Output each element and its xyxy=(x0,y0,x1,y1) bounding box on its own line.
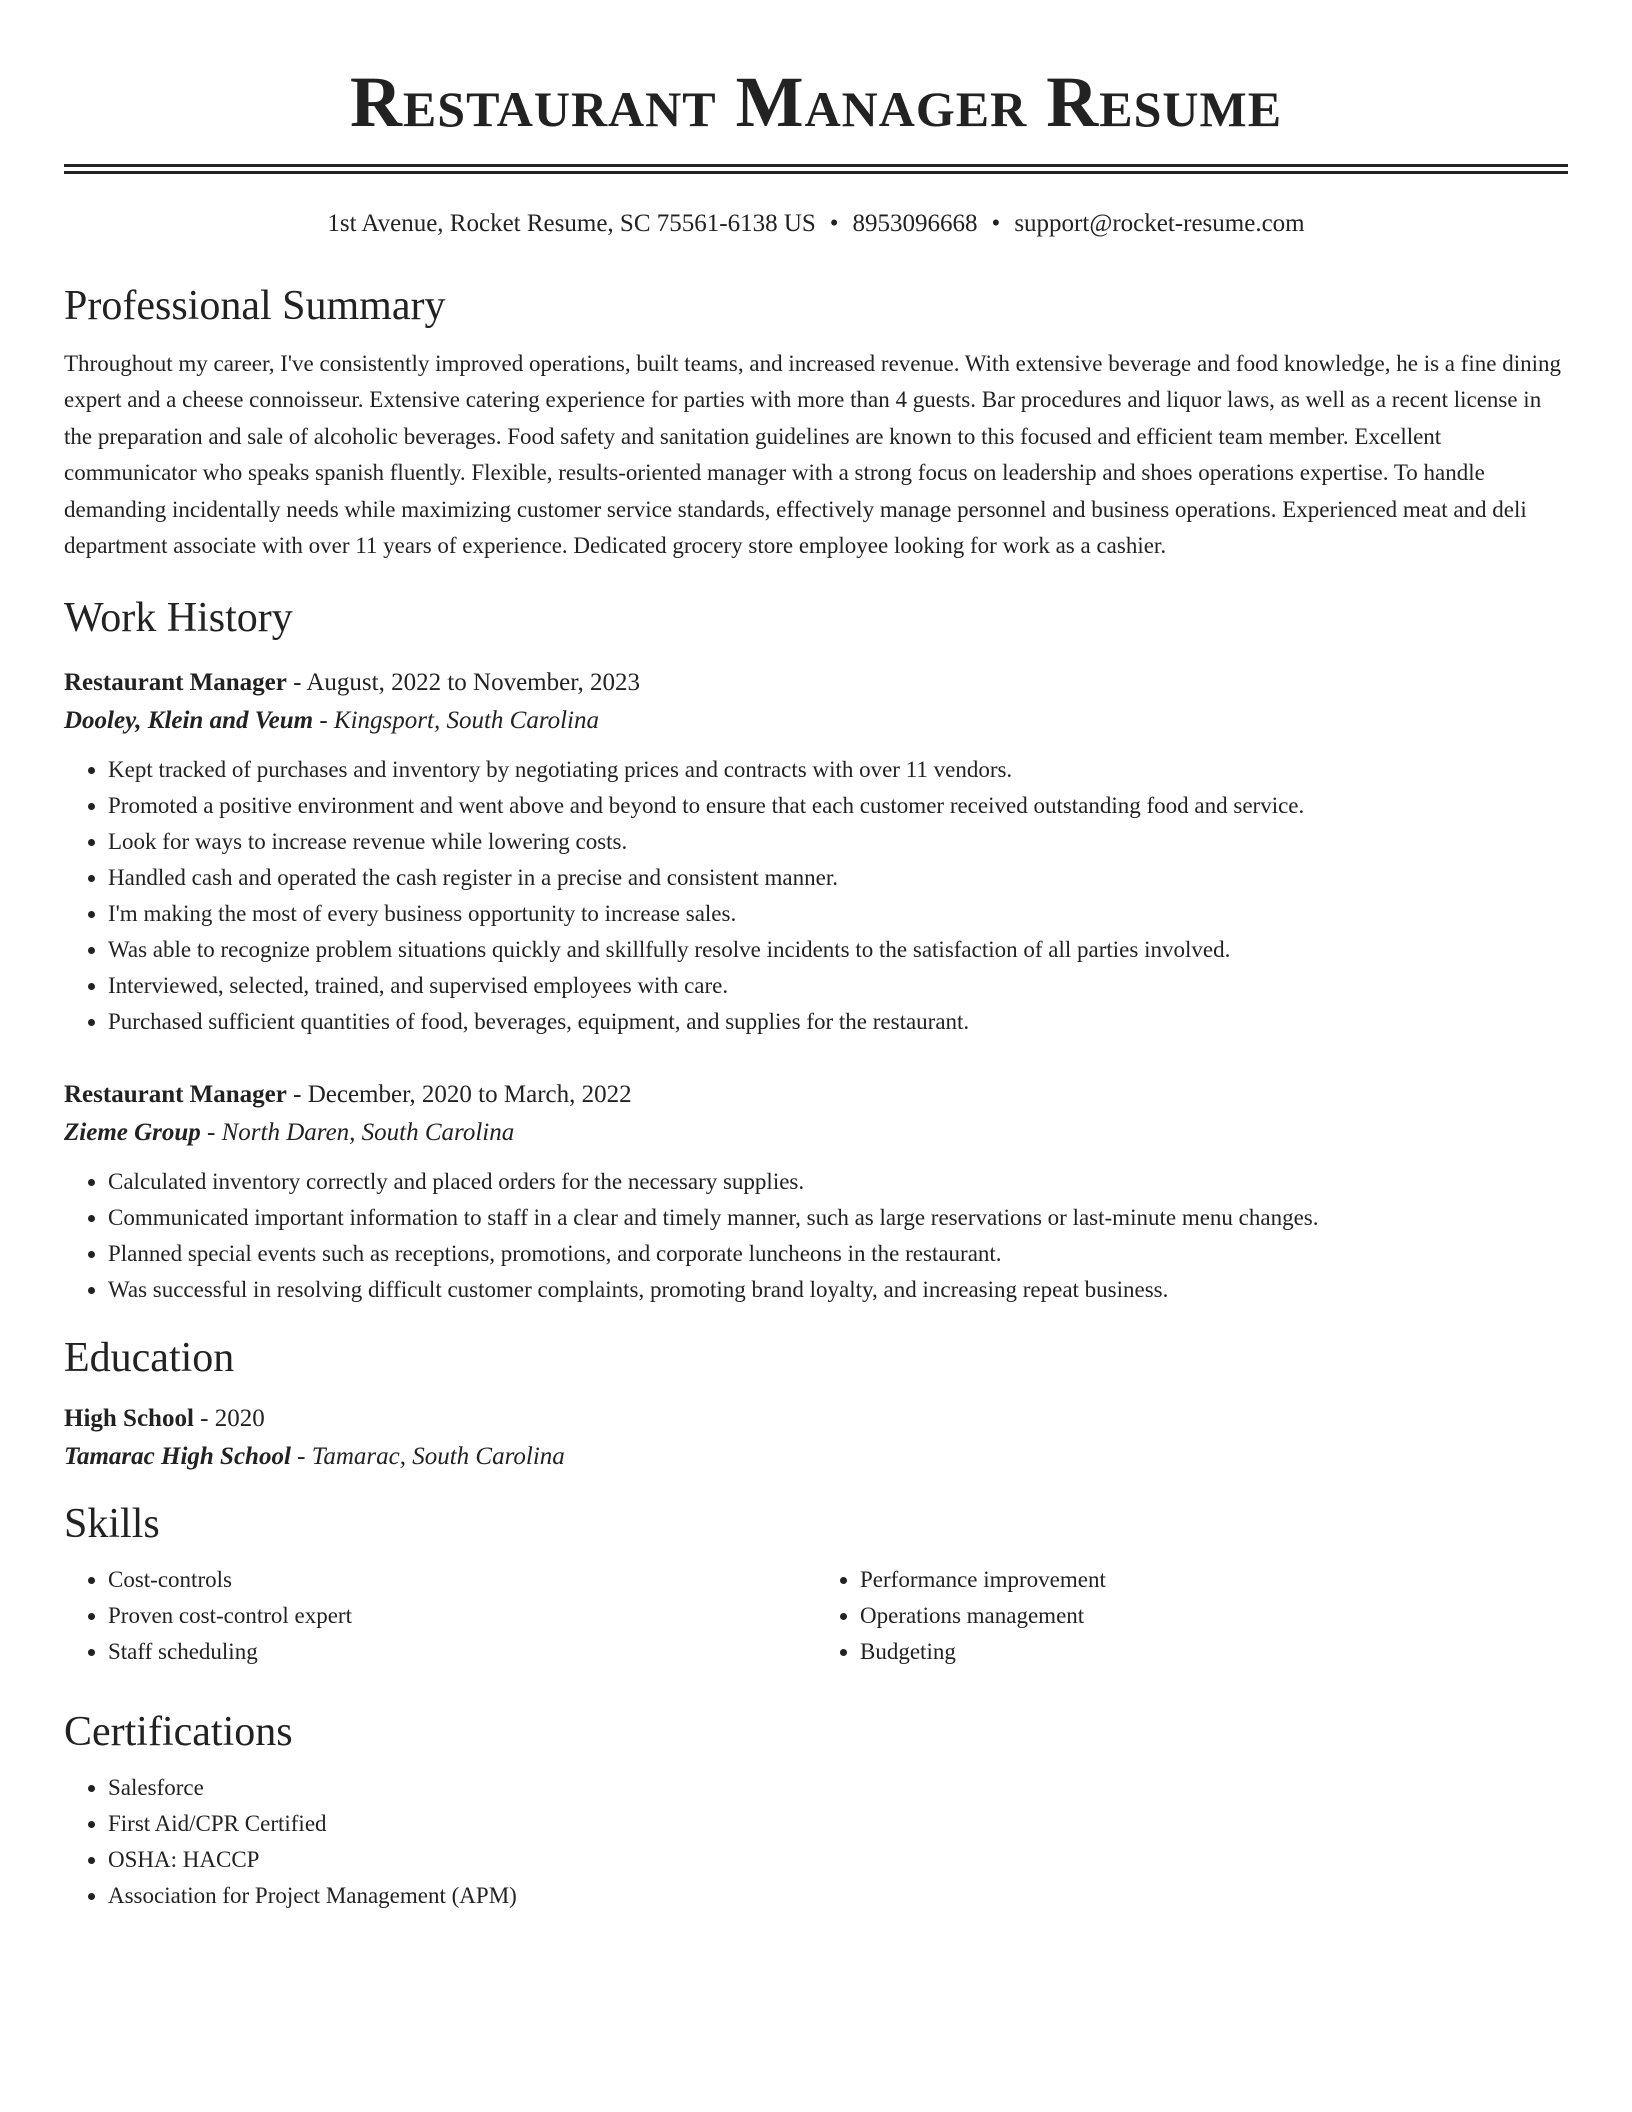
list-item: • Was successful in resolving difficult customer complaints, promoting brand loyalty, and increasing repeat business. xyxy=(108,1272,1568,1308)
skills-heading: Skills xyxy=(64,1501,160,1548)
contact-address: 1st Avenue, Rocket Resume, SC 75561-6138 US xyxy=(327,210,816,237)
job-company: Zieme Group xyxy=(64,1119,201,1147)
job-company: Dooley, Klein and Veum xyxy=(64,707,314,735)
education-school: Tamarac High School xyxy=(64,1443,291,1471)
list-item: • Planned special events such as receptions, promotions, and corporate luncheons in the restaurant. xyxy=(108,1236,1568,1272)
list-item: • Purchased sufficient quantities of food, beverages, equipment, and supplies for the restaurant. xyxy=(108,1004,1568,1040)
list-item: • Association for Project Management (APM) xyxy=(108,1878,1568,1914)
job-entry xyxy=(64,1076,1568,1308)
job-location: - Kingsport, South Carolina xyxy=(313,707,600,735)
job-title-line xyxy=(64,1076,1568,1114)
education-school-line xyxy=(64,1438,1568,1476)
summary-text: Throughout my career, I've consistently improved operations, built teams, and increased revenue. With extensive beverage and food knowledge, he is a fine dining expert and a cheese connoisseur. Extensive catering experience for parties with more than 4 guests. Bar procedures and liquor laws, as well as a recent license in the preparation and sale of alcoholic beverages. Food safety and sanitation guidelines are known to this focused and efficient team member. Excellent communicator who speaks spanish fluently. Flexible, results-oriented manager with a strong focus on leadership and shoes operations expertise. To handle demanding incidentally needs while maximizing customer service standards, effectively manage personnel and business operations. Experienced meat and deli department associate with over 11 years of experience. Dedicated grocery store employee looking for work as a cashier. xyxy=(64,351,1562,559)
contact-separator: • xyxy=(991,210,1001,237)
summary-heading: Professional Summary xyxy=(64,283,446,329)
list-item: • Performance improvement xyxy=(860,1562,1568,1598)
contact-phone: 8953096668 xyxy=(852,210,978,237)
job-duties-list xyxy=(64,752,1568,1040)
list-item: • Calculated inventory correctly and placed orders for the necessary supplies. xyxy=(108,1164,1568,1200)
education-degree-line xyxy=(64,1400,1568,1438)
list-item: • Look for ways to increase revenue while lowering costs. xyxy=(108,824,1568,860)
list-item: • Operations management xyxy=(860,1598,1568,1634)
education-entry xyxy=(64,1400,1568,1476)
education-degree: High School xyxy=(64,1405,194,1433)
education-year: - 2020 xyxy=(193,1405,265,1433)
certifications-heading: Certifications xyxy=(64,1709,293,1756)
education-location: - Tamarac, South Carolina xyxy=(290,1443,565,1471)
list-item: • Kept tracked of purchases and inventory by negotiating prices and contracts with over 11 vendors. xyxy=(108,752,1568,788)
list-item: • Staff scheduling xyxy=(108,1634,816,1670)
skills-grid xyxy=(64,1562,1568,1670)
title-divider xyxy=(64,164,1568,174)
job-location: - North Daren, South Carolina xyxy=(200,1119,515,1147)
list-item: • Promoted a positive environment and went above and beyond to ensure that each customer received outstanding food and service. xyxy=(108,788,1568,824)
job-duties-list xyxy=(64,1164,1568,1308)
contact-separator: • xyxy=(829,210,839,237)
job-dates: - December, 2020 to March, 2022 xyxy=(286,1081,632,1109)
list-item: • Cost-controls xyxy=(108,1562,816,1598)
job-title-line xyxy=(64,664,1568,702)
certifications-list xyxy=(64,1770,1568,1914)
list-item: • First Aid/CPR Certified xyxy=(108,1806,1568,1842)
list-item: • Handled cash and operated the cash register in a precise and consistent manner. xyxy=(108,860,1568,896)
resume-title: Restaurant Manager Resume xyxy=(349,62,1283,142)
work-history-heading: Work History xyxy=(64,595,293,642)
list-item: • I'm making the most of every business opportunity to increase sales. xyxy=(108,896,1568,932)
list-item: • Budgeting xyxy=(860,1634,1568,1670)
list-item: • Salesforce xyxy=(108,1770,1568,1806)
job-title: Restaurant Manager xyxy=(64,669,287,697)
contact-line xyxy=(64,208,1568,240)
contact-email: support@rocket-resume.com xyxy=(1014,210,1305,237)
list-item: • Communicated important information to staff in a clear and timely manner, such as large reservations or last-minute menu changes. xyxy=(108,1200,1568,1236)
job-title: Restaurant Manager xyxy=(64,1081,287,1109)
job-dates: - August, 2022 to November, 2023 xyxy=(286,669,641,697)
skills-list-left xyxy=(64,1562,816,1670)
education-heading: Education xyxy=(64,1335,235,1382)
list-item: • Interviewed, selected, trained, and supervised employees with care. xyxy=(108,968,1568,1004)
list-item: • Proven cost-control expert xyxy=(108,1598,816,1634)
job-entry xyxy=(64,664,1568,1040)
skills-list-right xyxy=(816,1562,1568,1670)
list-item: • Was able to recognize problem situations quickly and skillfully resolve incidents to the satisfaction of all parties involved. xyxy=(108,932,1568,968)
job-company-line xyxy=(64,1114,1568,1152)
job-company-line xyxy=(64,702,1568,740)
list-item: • OSHA: HACCP xyxy=(108,1842,1568,1878)
